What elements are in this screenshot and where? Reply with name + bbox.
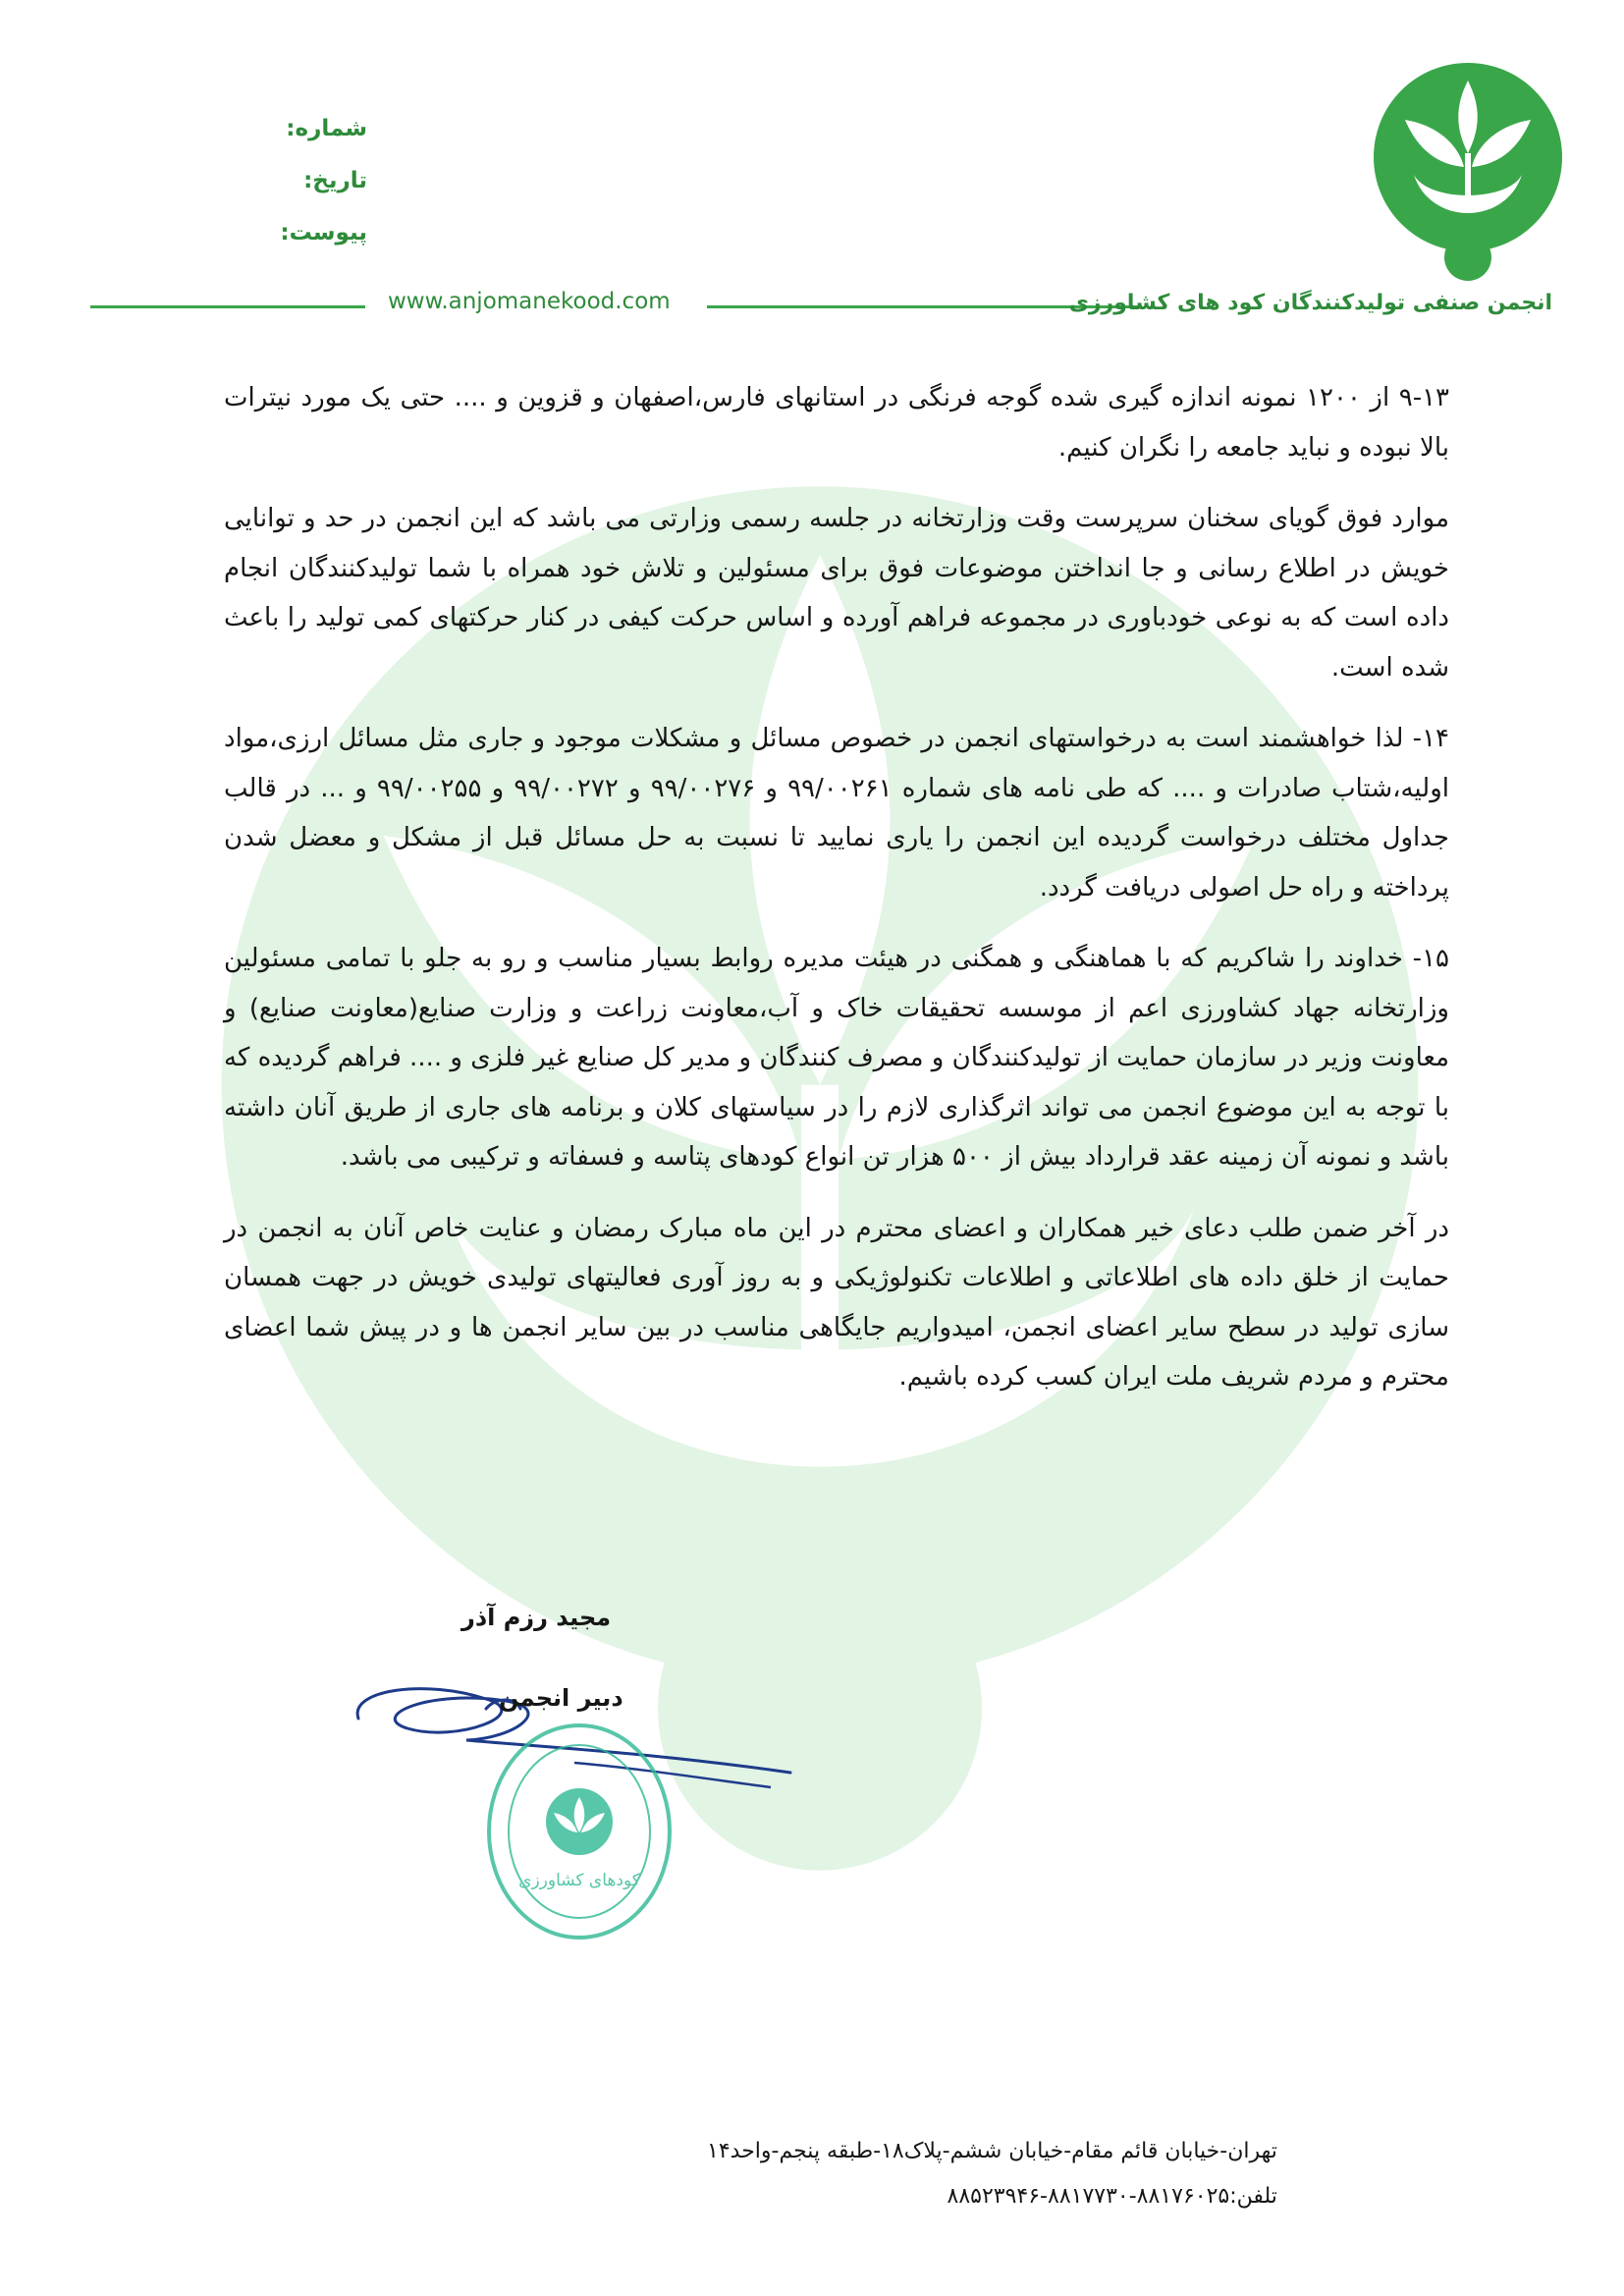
paragraph: ۱۴- لذا خواهشمند است به درخواستهای انجمن در خصوص مسائل و مشکلات موجود و جاری مثل مسائل ارزی،مواد اولیه،شتاب صادرات و .... که طی نامه های شماره ۹۹/۰۰۲۶۱ و ۹۹/۰۰۲۷۶ و ۹۹/۰۰۲۷۲ و ۹۹/۰۰۲۵۵ و ... در قالب جداول مختلف درخواست گردیده این انجمن را یاری نمایید تا نسبت به حل مسائل قبل از مشکل و معضل شدن پرداخته و راه حل اصولی دریافت گردد.	[224, 724, 1449, 902]
website-link[interactable]: www.anjomanekood.com	[388, 289, 671, 314]
date-label: تاریخ:	[303, 168, 367, 193]
number-label: شماره:	[286, 116, 367, 141]
attachment-label: پیوست:	[280, 220, 367, 246]
footer-address: تهران-خیابان قائم مقام-خیابان ششم-پلاک۱۸-طبقه پنجم-واحد۱۴	[707, 2139, 1277, 2163]
organization-name: انجمن صنفی تولیدکنندگان کود های کشاورزی	[1068, 291, 1552, 315]
official-stamp-icon	[481, 1719, 677, 1944]
paragraph: موارد فوق گویای سخنان سرپرست وقت وزارتخانه در جلسه رسمی وزارتی می باشد که این انجمن در حد و توانایی خویش در اطلاع رسانی و جا انداختن موضوعات فوق برای مسئولین و تلاش خود همراه با شما تولیدکنندگان انجام داده است که به نوعی خودباوری در مجموعه فراهم آورده و اساس حرکت کیفی در کنار حرکتهای کمی تولید را باعث شده است.	[224, 504, 1449, 683]
signer-name: مجید رزم آذر	[461, 1604, 612, 1631]
letter-body	[224, 373, 1449, 1424]
header-divider-left	[90, 305, 365, 308]
paragraph: در آخر ضمن طلب دعای خیر همکاران و اعضای محترم در این ماه مبارک رمضان و عنایت خاص آنان به انجمن در حمایت از خلق داده های اطلاعاتی و اطلاعات تکنولوژیکی و به روز آوری فعالیتهای تولیدی خویش در جهت همسان سازی تولید در سطح سایر اعضای انجمن، امیدواریم جایگاهی مناسب در بین سایر انجمن ها و در پیش شما اعضای محترم و مردم شریف ملت ایران کسب کرده باشیم.	[224, 1213, 1449, 1392]
stamp-text: کودهای کشاورزی	[518, 1871, 640, 1890]
letter-meta	[280, 103, 367, 259]
paragraph: ۱۵- خداوند را شاکریم که با هماهنگی و همگنی در هیئت مدیره روابط بسیار مناسب و رو به جلو با تمامی مسئولین وزارتخانه جهاد کشاورزی اعم از موسسه تحقیقات خاک و آب،معاونت زراعت و وزارت صنایع(معاونت صنایع) و معاونت وزیر در سازمان حمایت از تولیدکنندگان و مصرف کنندگان و مدیر کل صنایع غیر فلزی و .... فراهم گردیده که با توجه به این موضوع انجمن می تواند اثرگذاری لازم را در سیاستهای کلان و برنامه های جاری از طریق آنان داشته باشد و نمونه آن زمینه عقد قرارداد بیش از ۵۰۰ هزار تن انواع کودهای پتاسه و فسفاته و ترکیبی می باشد.	[224, 944, 1449, 1172]
footer-contact	[707, 2129, 1277, 2219]
footer-phone: تلفن:۸۸۱۷۶۰۲۵-۸۸۱۷۷۳۰-۸۸۵۲۳۹۴۶	[947, 2184, 1277, 2209]
signer-title: دبیر انجمن	[499, 1684, 623, 1712]
paragraph: ۹-۱۳ از ۱۲۰۰ نمونه اندازه گیری شده گوجه فرنگی در استانهای فارس،اصفهان و قزوین و .... حتی یک مورد نیترات بالا نبوده و نباید جامعه را نگران کنیم.	[224, 383, 1450, 463]
association-logo-icon	[1370, 59, 1566, 285]
